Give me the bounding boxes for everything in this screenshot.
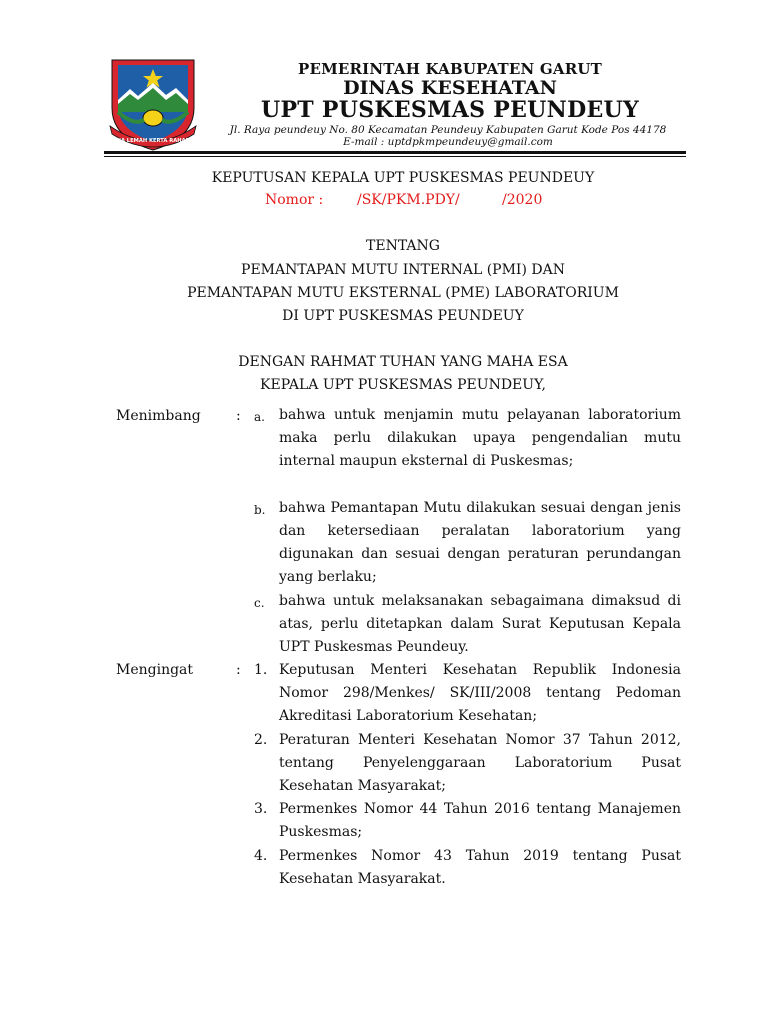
menimbang-marker: c.	[254, 596, 265, 610]
subject-line-2: PEMANTAPAN MUTU EKSTERNAL (PME) LABORATORIUM	[187, 285, 619, 301]
menimbang-marker: b.	[254, 503, 266, 517]
emblem-motto: DINA LEMAH KERTA RAHARJA	[110, 138, 196, 144]
mengingat-marker: 2.	[254, 732, 268, 748]
menimbang-item: bahwa Pemantapan Mutu dilakukan sesuai dengan jenis dan ketersediaan peralatan laboratorium yang digunakan dan sesuai dengan peraturan perundangan yang berlaku;	[279, 500, 681, 585]
letterhead-rule-thin	[104, 156, 686, 157]
menimbang-item: bahwa untuk melaksanakan sebagaimana dimaksud di atas, perlu ditetapkan dalam Surat Keputusan Kepala UPT Puskesmas Peundeuy.	[279, 593, 681, 655]
menimbang-colon: :	[236, 408, 241, 424]
mengingat-marker: 4.	[254, 848, 268, 864]
letterhead-rule-thick	[104, 151, 686, 154]
subject-line-3: DI UPT PUSKESMAS PEUNDEUY	[282, 308, 524, 324]
garut-regency-emblem-icon	[104, 56, 202, 152]
menimbang-label: Menimbang	[116, 408, 201, 424]
mengingat-item: Keputusan Menteri Kesehatan Republik Indonesia Nomor 298/Menkes/ SK/III/2008 tentang Pedoman Akreditasi Laboratorium Kesehatan;	[279, 662, 681, 724]
decree-title: KEPUTUSAN KEPALA UPT PUSKESMAS PEUNDEUY	[211, 170, 595, 186]
mengingat-label: Mengingat	[116, 662, 194, 678]
letterhead-government: PEMERINTAH KABUPATEN GARUT	[297, 60, 603, 78]
nomor-year: /2020	[502, 192, 543, 208]
mengingat-item: Peraturan Menteri Kesehatan Nomor 37 Tahun 2012, tentang Penyelenggaraan Laboratorium Pusat Kesehatan Masyarakat;	[279, 732, 681, 794]
tentang-heading: TENTANG	[366, 238, 440, 254]
menimbang-item: bahwa untuk menjamin mutu pelayanan laboratorium maka perlu dilakukan upaya pengendalian mutu internal maupun eksternal di Puskesmas;	[279, 407, 681, 469]
head-line: KEPALA UPT PUSKESMAS PEUNDEUY,	[260, 377, 546, 393]
letterhead-agency: DINAS KESEHATAN	[343, 77, 557, 99]
nomor-label: Nomor :	[265, 192, 324, 208]
letterhead-institution: UPT PUSKESMAS PEUNDEUY	[260, 97, 640, 123]
menimbang-marker: a.	[254, 410, 265, 424]
letterhead-address: Jl. Raya peundeuy No. 80 Kecamatan Peundeuy Kabupaten Garut Kode Pos 44178	[229, 124, 667, 136]
mengingat-marker: 1.	[254, 662, 268, 678]
blessing-line: DENGAN RAHMAT TUHAN YANG MAHA ESA	[238, 354, 568, 370]
letterhead-email: E-mail : uptdpkmpeundeuy@gmail.com	[343, 136, 553, 148]
nomor-value: /SK/PKM.PDY/	[357, 192, 460, 208]
mengingat-item: Permenkes Nomor 43 Tahun 2019 tentang Pusat Kesehatan Masyarakat.	[279, 848, 681, 887]
mengingat-item: Permenkes Nomor 44 Tahun 2016 tentang Manajemen Puskesmas;	[279, 801, 681, 840]
mengingat-colon: :	[236, 662, 241, 678]
mengingat-marker: 3.	[254, 801, 268, 817]
subject-line-1: PEMANTAPAN MUTU INTERNAL (PMI) DAN	[241, 262, 565, 278]
